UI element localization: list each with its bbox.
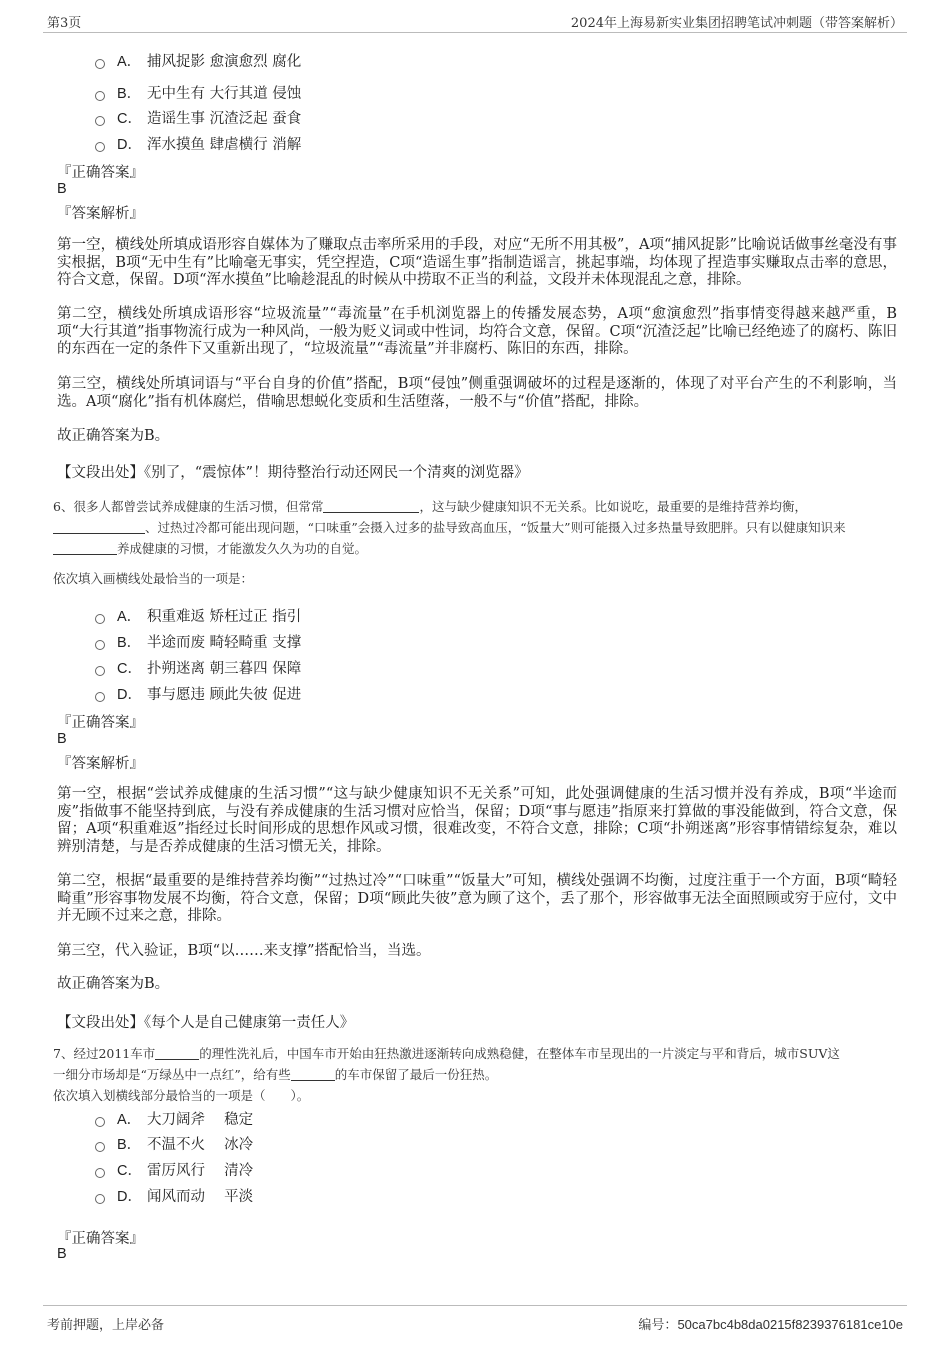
footer-slogan: 考前押题，上岸必备 xyxy=(47,1318,165,1333)
page-header xyxy=(43,10,907,33)
answer-value: B xyxy=(57,1246,67,1262)
q6-option-a[interactable]: A． 积重难返 矫枉过正 指引 xyxy=(95,605,301,627)
source-citation: 【文段出处】《别了，“震惊体”！期待整治行动还网民一个清爽的浏览器》 xyxy=(57,465,529,481)
q6-option-d[interactable]: D． 事与愿违 顾此失彼 促进 xyxy=(95,683,301,705)
blank xyxy=(291,1066,335,1081)
analysis-paragraph: 第三空，代入验证，B项“以……来支撑”搭配恰当，当选。 xyxy=(57,943,431,959)
q5-option-b[interactable]: B． 无中生有 大行其道 侵蚀 xyxy=(95,82,301,104)
radio-icon[interactable] xyxy=(95,91,105,101)
blank xyxy=(53,519,145,534)
q7-option-d[interactable]: D． 闻风而动 平淡 xyxy=(95,1185,253,1207)
answer-label: 『正确答案』 xyxy=(57,715,144,731)
analysis-label: 『答案解析』 xyxy=(57,206,144,222)
source-citation: 【文段出处】《每个人是自己健康第一责任人》 xyxy=(57,1015,355,1031)
analysis-label: 『答案解析』 xyxy=(57,756,144,772)
radio-icon[interactable] xyxy=(95,59,105,69)
document-title: 2024年上海易新实业集团招聘笔试冲刺题（带答案解析） xyxy=(570,16,903,31)
radio-icon[interactable] xyxy=(95,692,105,702)
q5-option-a[interactable]: A． 捕风捉影 愈演愈烈 腐化 xyxy=(95,50,301,72)
radio-icon[interactable] xyxy=(95,1117,105,1127)
radio-icon[interactable] xyxy=(95,666,105,676)
radio-icon[interactable] xyxy=(95,142,105,152)
analysis-paragraph: 第一空，横线处所填成语形容自媒体为了赚取点击率所采用的手段，对应“无所不用其极”，A项“捕风捉影”比喻说话做事丝毫没有事实根据，B项“无中生有”比喻毫无事实，凭空捏造，C项“造谣生事”指制造谣言，挑起事端，均体现了捏造事实赚取点击率的意思，符合文意，保留。D项“浑水摸鱼”比喻趁混乱的时候从中捞取不正当的利益，文段并未体现混乱之意，排除。 xyxy=(57,237,897,288)
radio-icon[interactable] xyxy=(95,640,105,650)
radio-icon[interactable] xyxy=(95,116,105,126)
question-7-stem: 7、经过2011车市 的理性洗礼后，中国车市开始由狂热激进逐渐转向成熟稳健，在整体车市呈现出的一片淡定与平和背后，城市SUV这 一细分市场却是“万绿丛中一点红”，给有些 的车市保留了最后一份狂热。 xyxy=(53,1046,840,1082)
conclusion: 故正确答案为B。 xyxy=(57,428,170,444)
q5-option-d[interactable]: D． 浑水摸鱼 肆虐横行 消解 xyxy=(95,133,301,155)
q6-option-c[interactable]: C． 扑朔迷离 朝三暮四 保障 xyxy=(95,657,301,679)
q6-option-b[interactable]: B． 半途而废 畸轻畸重 支撑 xyxy=(95,631,301,653)
blank xyxy=(155,1045,199,1060)
radio-icon[interactable] xyxy=(95,1142,105,1152)
answer-label: 『正确答案』 xyxy=(57,1231,144,1247)
radio-icon[interactable] xyxy=(95,1168,105,1178)
analysis-paragraph: 第一空，根据“尝试养成健康的生活习惯”“这与缺少健康知识不无关系”可知，此处强调健康的生活习惯并没有养成，B项“半途而废”指做事不能坚持到底，与没有养成健康的生活习惯对应恰当，保留；D项“事与愿违”指原来打算做的事没能做到，符合文意，保留；A项“积重难返”指经过长时间形成的思想作风或习惯，很难改变，不符合文意，排除；C项“扑朔迷离”形容事情错综复杂，难以辨别清楚，与是否养成健康的生活习惯无关，排除。 xyxy=(57,786,897,855)
answer-label: 『正确答案』 xyxy=(57,165,144,181)
analysis-paragraph: 第二空，横线处所填成语形容“垃圾流量”“毒流量”在手机浏览器上的传播发展态势，A项“愈演愈烈”指事情变得越来越严重，B项“大行其道”指事物流行成为一种风尚，一般为贬义词或中性词，均符合文意，保留。C项“沉渣泛起”比喻已经绝迹了的腐朽、陈旧的东西在一定的条件下又重新出现了，“垃圾流量”“毒流量”并非腐朽、陈旧的东西，排除。 xyxy=(57,306,897,357)
analysis-paragraph: 第三空，横线处所填词语与“平台自身的价值”搭配，B项“侵蚀”侧重强调破坏的过程是逐渐的，体现了对平台产生的不利影响，当选。A项“腐化”指有机体腐烂，借喻思想蜕化变质和生活堕落，一般不与“价值”搭配，排除。 xyxy=(57,376,897,410)
document-code: 编号：50ca7bc4b8da0215f8239376181ce10e xyxy=(638,1317,903,1333)
q7-option-c[interactable]: C． 雷厉风行 清冷 xyxy=(95,1159,253,1181)
q7-option-b[interactable]: B． 不温不火 冰冷 xyxy=(95,1133,253,1155)
q7-option-a[interactable]: A． 大刀阔斧 稳定 xyxy=(95,1108,253,1130)
answer-value: B xyxy=(57,731,67,747)
page-number: 第3页 xyxy=(47,16,82,31)
radio-icon[interactable] xyxy=(95,614,105,624)
question-7-prompt: 依次填入划横线部分最恰当的一项是（ ）。 xyxy=(53,1088,310,1103)
conclusion: 故正确答案为B。 xyxy=(57,976,170,992)
q5-option-c[interactable]: C． 造谣生事 沉渣泛起 蚕食 xyxy=(95,107,301,129)
answer-value: B xyxy=(57,181,67,197)
radio-icon[interactable] xyxy=(95,1194,105,1204)
blank xyxy=(323,498,419,513)
question-6-prompt: 依次填入画横线处最恰当的一项是： xyxy=(53,571,254,586)
question-6-stem: 6、很多人都曾尝试养成健康的生活习惯，但常常 ，这与缺少健康知识不无关系。比如说吃，最重要的是维持营养均衡， 、过热过冷都可能出现问题，“口味重”会摄入过多的盐导致高血压，“饭量大”则可能摄入过多热量导致肥胖。只有以健康知识来 养成健康的习惯，才能激发久久为功的自觉。 xyxy=(53,499,846,556)
page-footer xyxy=(43,1305,907,1336)
blank xyxy=(53,540,117,555)
analysis-paragraph: 第二空，根据“最重要的是维持营养均衡”“过热过冷”“口味重”“饭量大”可知，横线处强调不均衡，过度注重于一个方面，B项“畸轻畸重”形容事物发展不均衡，符合文意，保留；D项“顾此失彼”意为顾了这个，丢了那个，形容做事无法全面照顾或穷于应付，文中并无顾不过来之意，排除。 xyxy=(57,873,897,924)
